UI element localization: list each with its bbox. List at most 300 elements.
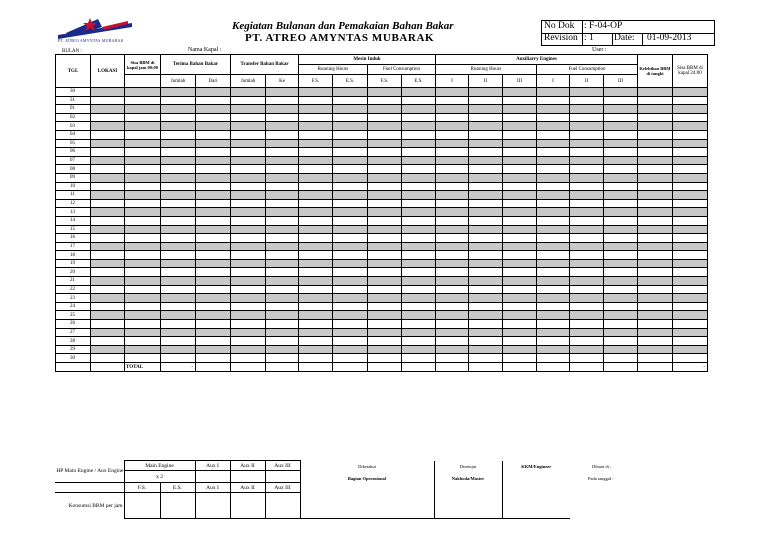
aux3-value bbox=[265, 471, 300, 483]
table-cell bbox=[673, 302, 708, 311]
table-cell bbox=[161, 199, 196, 208]
table-cell bbox=[231, 130, 266, 139]
table-cell bbox=[402, 328, 436, 337]
table-cell bbox=[503, 277, 537, 286]
table-cell bbox=[436, 139, 469, 148]
table-cell bbox=[469, 165, 503, 174]
table-cell bbox=[436, 182, 469, 191]
table-cell bbox=[231, 337, 266, 346]
table-row bbox=[56, 105, 708, 114]
table-cell bbox=[161, 302, 196, 311]
table-cell bbox=[196, 216, 231, 225]
table-cell bbox=[368, 328, 402, 337]
table-cell bbox=[125, 139, 161, 148]
table-cell bbox=[368, 148, 402, 157]
table-cell bbox=[503, 130, 537, 139]
table-cell bbox=[266, 199, 299, 208]
nama-kapal-label: Nama Kapal : bbox=[188, 47, 222, 53]
table-cell bbox=[537, 139, 570, 148]
table-cell bbox=[125, 225, 161, 234]
table-cell bbox=[604, 113, 638, 122]
table-cell bbox=[299, 302, 333, 311]
table-cell bbox=[196, 345, 231, 354]
table-cell bbox=[91, 234, 125, 243]
table-cell bbox=[570, 96, 604, 105]
table-cell bbox=[196, 208, 231, 217]
mi-running-hours: Running Hours bbox=[299, 65, 368, 75]
table-row bbox=[56, 234, 708, 243]
table-cell bbox=[161, 113, 196, 122]
table-cell bbox=[299, 259, 333, 268]
table-cell bbox=[196, 251, 231, 260]
table-cell bbox=[125, 191, 161, 200]
row-date: 29 bbox=[56, 345, 91, 354]
table-cell bbox=[125, 199, 161, 208]
table-cell bbox=[266, 337, 299, 346]
row-date: 01 bbox=[56, 105, 91, 114]
table-cell bbox=[161, 242, 196, 251]
table-cell bbox=[537, 354, 570, 363]
table-cell bbox=[570, 328, 604, 337]
row-date: 21 bbox=[56, 277, 91, 286]
table-cell bbox=[368, 311, 402, 320]
row-date: 06 bbox=[56, 148, 91, 157]
table-cell bbox=[402, 251, 436, 260]
table-cell bbox=[402, 259, 436, 268]
table-cell bbox=[196, 139, 231, 148]
table-cell bbox=[436, 311, 469, 320]
table-cell bbox=[436, 88, 469, 97]
table-cell bbox=[638, 337, 673, 346]
row-date: 13 bbox=[56, 208, 91, 217]
table-cell bbox=[673, 337, 708, 346]
table-cell bbox=[161, 337, 196, 346]
row-date: 18 bbox=[56, 251, 91, 260]
table-cell bbox=[638, 96, 673, 105]
table-cell bbox=[161, 182, 196, 191]
table-cell bbox=[638, 225, 673, 234]
table-cell bbox=[469, 182, 503, 191]
table-cell bbox=[231, 268, 266, 277]
row-date: 31 bbox=[56, 96, 91, 105]
table-cell bbox=[333, 259, 368, 268]
table-cell bbox=[402, 148, 436, 157]
table-cell bbox=[673, 216, 708, 225]
table-cell bbox=[266, 148, 299, 157]
table-cell bbox=[638, 156, 673, 165]
table-cell bbox=[469, 96, 503, 105]
table-cell bbox=[638, 191, 673, 200]
table-cell bbox=[402, 277, 436, 286]
table-cell bbox=[231, 277, 266, 286]
table-cell bbox=[402, 345, 436, 354]
document-header bbox=[0, 0, 768, 54]
table-cell bbox=[537, 294, 570, 303]
row-date: 02 bbox=[56, 113, 91, 122]
table-cell bbox=[91, 259, 125, 268]
table-cell bbox=[436, 191, 469, 200]
table-cell bbox=[537, 285, 570, 294]
table-cell bbox=[368, 88, 402, 97]
table-cell bbox=[402, 225, 436, 234]
table-cell bbox=[266, 130, 299, 139]
table-cell bbox=[402, 173, 436, 182]
table-cell bbox=[537, 234, 570, 243]
table-cell bbox=[299, 113, 333, 122]
table-cell bbox=[368, 345, 402, 354]
table-cell bbox=[402, 165, 436, 174]
aux1b-header: Aux I bbox=[195, 483, 230, 493]
table-cell bbox=[469, 199, 503, 208]
table-cell bbox=[638, 182, 673, 191]
table-cell bbox=[125, 251, 161, 260]
table-cell bbox=[161, 225, 196, 234]
table-cell bbox=[231, 165, 266, 174]
table-cell bbox=[537, 96, 570, 105]
table-cell bbox=[266, 354, 299, 363]
table-cell bbox=[673, 285, 708, 294]
col-terima: Terima Bahan Bakar bbox=[161, 55, 231, 75]
table-cell bbox=[604, 354, 638, 363]
table-cell bbox=[161, 216, 196, 225]
table-cell bbox=[436, 277, 469, 286]
table-cell bbox=[503, 216, 537, 225]
table-cell bbox=[333, 182, 368, 191]
table-cell bbox=[469, 191, 503, 200]
table-cell bbox=[537, 88, 570, 97]
table-cell bbox=[161, 139, 196, 148]
table-cell bbox=[196, 122, 231, 131]
table-cell bbox=[91, 354, 125, 363]
table-row bbox=[56, 199, 708, 208]
row-date: 26 bbox=[56, 320, 91, 329]
table-row bbox=[56, 277, 708, 286]
table-cell bbox=[503, 165, 537, 174]
table-cell bbox=[638, 320, 673, 329]
table-cell bbox=[333, 139, 368, 148]
table-cell bbox=[266, 173, 299, 182]
table-cell bbox=[91, 113, 125, 122]
table-cell bbox=[570, 191, 604, 200]
table-cell bbox=[161, 354, 196, 363]
table-row bbox=[56, 285, 708, 294]
table-cell bbox=[638, 105, 673, 114]
table-cell bbox=[161, 165, 196, 174]
table-cell bbox=[402, 208, 436, 217]
col-tgl: TGL bbox=[56, 55, 91, 88]
table-cell bbox=[638, 251, 673, 260]
table-cell bbox=[91, 320, 125, 329]
table-row bbox=[56, 311, 708, 320]
table-cell bbox=[299, 277, 333, 286]
revision-value: : 1 bbox=[584, 33, 594, 43]
table-cell bbox=[570, 139, 604, 148]
table-cell bbox=[503, 191, 537, 200]
table-cell bbox=[231, 208, 266, 217]
table-cell bbox=[402, 354, 436, 363]
table-cell bbox=[469, 139, 503, 148]
table-cell bbox=[570, 199, 604, 208]
table-cell bbox=[196, 173, 231, 182]
table-cell bbox=[570, 182, 604, 191]
table-cell bbox=[570, 122, 604, 131]
table-cell bbox=[604, 225, 638, 234]
table-cell bbox=[537, 130, 570, 139]
table-cell bbox=[570, 234, 604, 243]
table-cell bbox=[469, 105, 503, 114]
row-date: 09 bbox=[56, 173, 91, 182]
fs-header: F.S. bbox=[124, 483, 160, 493]
table-cell bbox=[673, 208, 708, 217]
table-cell bbox=[402, 182, 436, 191]
table-cell bbox=[673, 122, 708, 131]
table-cell bbox=[125, 122, 161, 131]
table-cell bbox=[333, 354, 368, 363]
table-cell bbox=[673, 173, 708, 182]
table-cell bbox=[161, 208, 196, 217]
table-cell bbox=[673, 259, 708, 268]
table-cell bbox=[196, 234, 231, 243]
table-cell bbox=[402, 337, 436, 346]
table-cell bbox=[638, 199, 673, 208]
table-cell bbox=[196, 96, 231, 105]
table-cell bbox=[436, 294, 469, 303]
table-cell bbox=[125, 242, 161, 251]
table-cell bbox=[368, 242, 402, 251]
table-cell bbox=[125, 105, 161, 114]
table-cell bbox=[673, 320, 708, 329]
table-cell bbox=[402, 242, 436, 251]
row-date: 19 bbox=[56, 259, 91, 268]
table-cell bbox=[125, 268, 161, 277]
bulan-label: BULAN : bbox=[62, 49, 82, 54]
hp-label: HP Main Engine / Aux Engine bbox=[55, 461, 124, 483]
total-dash-terima: - bbox=[161, 363, 196, 372]
table-cell bbox=[125, 165, 161, 174]
table-cell bbox=[673, 328, 708, 337]
x2-cell: x 2 bbox=[124, 471, 195, 483]
table-cell bbox=[402, 139, 436, 148]
table-cell bbox=[638, 345, 673, 354]
table-cell bbox=[333, 148, 368, 157]
table-cell bbox=[333, 285, 368, 294]
table-cell bbox=[673, 251, 708, 260]
table-cell bbox=[299, 294, 333, 303]
table-cell bbox=[266, 320, 299, 329]
table-cell bbox=[196, 165, 231, 174]
table-cell bbox=[537, 122, 570, 131]
table-cell bbox=[299, 182, 333, 191]
table-cell bbox=[537, 199, 570, 208]
table-cell bbox=[91, 345, 125, 354]
table-cell bbox=[125, 96, 161, 105]
table-cell bbox=[402, 311, 436, 320]
table-cell bbox=[673, 345, 708, 354]
table-cell bbox=[537, 216, 570, 225]
table-cell bbox=[436, 225, 469, 234]
table-cell bbox=[503, 225, 537, 234]
table-cell bbox=[231, 320, 266, 329]
table-row bbox=[56, 182, 708, 191]
table-cell bbox=[91, 148, 125, 157]
table-cell bbox=[266, 139, 299, 148]
table-cell bbox=[231, 354, 266, 363]
no-dok-value: : F-04-OP bbox=[584, 21, 623, 31]
table-cell bbox=[503, 302, 537, 311]
table-cell bbox=[673, 165, 708, 174]
table-cell bbox=[469, 320, 503, 329]
table-cell bbox=[231, 216, 266, 225]
table-cell bbox=[402, 191, 436, 200]
table-cell bbox=[537, 337, 570, 346]
table-cell bbox=[299, 216, 333, 225]
table-cell bbox=[231, 285, 266, 294]
table-cell bbox=[231, 345, 266, 354]
table-cell bbox=[266, 208, 299, 217]
table-cell bbox=[503, 251, 537, 260]
table-cell bbox=[299, 148, 333, 157]
table-cell bbox=[299, 345, 333, 354]
logo-text: PT. ATREO AMYNTAS MUBARAK bbox=[58, 38, 124, 43]
table-cell bbox=[673, 148, 708, 157]
table-cell bbox=[570, 294, 604, 303]
table-cell bbox=[570, 225, 604, 234]
table-cell bbox=[570, 242, 604, 251]
table-cell bbox=[266, 277, 299, 286]
table-cell bbox=[503, 156, 537, 165]
table-cell bbox=[469, 328, 503, 337]
table-cell bbox=[266, 302, 299, 311]
table-cell bbox=[368, 113, 402, 122]
table-cell bbox=[333, 311, 368, 320]
table-cell bbox=[638, 277, 673, 286]
table-cell bbox=[196, 354, 231, 363]
table-cell bbox=[368, 96, 402, 105]
table-cell bbox=[673, 277, 708, 286]
table-cell bbox=[231, 122, 266, 131]
table-cell bbox=[368, 354, 402, 363]
table-cell bbox=[266, 96, 299, 105]
table-cell bbox=[299, 234, 333, 243]
table-cell bbox=[570, 259, 604, 268]
mi-fuel-consumption: Fuel Consumption bbox=[368, 65, 436, 75]
table-cell bbox=[402, 113, 436, 122]
table-cell bbox=[91, 242, 125, 251]
table-cell bbox=[537, 345, 570, 354]
table-cell bbox=[503, 242, 537, 251]
table-cell bbox=[570, 156, 604, 165]
table-cell bbox=[299, 328, 333, 337]
row-date: 28 bbox=[56, 337, 91, 346]
table-cell bbox=[503, 182, 537, 191]
table-row bbox=[56, 302, 708, 311]
table-cell bbox=[469, 302, 503, 311]
table-cell bbox=[231, 294, 266, 303]
table-cell bbox=[266, 105, 299, 114]
table-cell bbox=[537, 242, 570, 251]
footer-table bbox=[55, 460, 708, 519]
table-cell bbox=[503, 285, 537, 294]
table-cell bbox=[638, 259, 673, 268]
table-cell bbox=[368, 234, 402, 243]
table-cell bbox=[604, 156, 638, 165]
table-cell bbox=[299, 354, 333, 363]
table-cell bbox=[638, 139, 673, 148]
table-cell bbox=[125, 345, 161, 354]
table-cell bbox=[125, 277, 161, 286]
table-cell bbox=[266, 328, 299, 337]
table-cell bbox=[368, 277, 402, 286]
table-cell bbox=[196, 199, 231, 208]
row-date: 23 bbox=[56, 294, 91, 303]
table-cell bbox=[604, 182, 638, 191]
table-cell bbox=[91, 337, 125, 346]
table-cell bbox=[196, 182, 231, 191]
table-cell bbox=[125, 320, 161, 329]
table-cell bbox=[436, 259, 469, 268]
table-cell bbox=[537, 182, 570, 191]
table-cell bbox=[604, 337, 638, 346]
table-cell bbox=[402, 96, 436, 105]
table-cell bbox=[161, 285, 196, 294]
table-cell bbox=[402, 105, 436, 114]
table-cell bbox=[436, 345, 469, 354]
table-cell bbox=[299, 320, 333, 329]
row-date: 16 bbox=[56, 234, 91, 243]
table-cell bbox=[638, 113, 673, 122]
table-cell bbox=[604, 268, 638, 277]
table-cell bbox=[231, 259, 266, 268]
table-cell bbox=[469, 225, 503, 234]
bagian-operasional-label: Bagian Operasional bbox=[347, 475, 387, 481]
table-cell bbox=[266, 165, 299, 174]
table-cell bbox=[333, 337, 368, 346]
table-cell bbox=[299, 251, 333, 260]
table-cell bbox=[91, 130, 125, 139]
dibuat-di-label: Dibuat di : bbox=[592, 463, 612, 469]
table-cell bbox=[503, 96, 537, 105]
table-cell bbox=[231, 96, 266, 105]
sub-ke: Ke bbox=[266, 75, 299, 88]
table-cell bbox=[604, 130, 638, 139]
table-row bbox=[56, 337, 708, 346]
company-name: PT. ATREO AMYNTAS MUBARAK bbox=[245, 32, 435, 44]
table-cell bbox=[503, 173, 537, 182]
table-cell bbox=[161, 294, 196, 303]
disetujui-label: Disetujui bbox=[459, 463, 477, 469]
table-cell bbox=[537, 225, 570, 234]
table-cell bbox=[604, 148, 638, 157]
table-cell bbox=[436, 113, 469, 122]
table-cell bbox=[266, 122, 299, 131]
table-cell bbox=[125, 337, 161, 346]
table-cell bbox=[503, 199, 537, 208]
table-cell bbox=[604, 302, 638, 311]
table-cell bbox=[333, 208, 368, 217]
table-cell bbox=[673, 156, 708, 165]
table-cell bbox=[673, 113, 708, 122]
table-cell bbox=[368, 225, 402, 234]
table-row bbox=[56, 242, 708, 251]
table-cell bbox=[638, 216, 673, 225]
table-cell bbox=[196, 148, 231, 157]
table-cell bbox=[196, 268, 231, 277]
table-cell bbox=[266, 191, 299, 200]
table-cell bbox=[570, 337, 604, 346]
table-cell bbox=[537, 165, 570, 174]
aux-running-hours: Running Hours bbox=[436, 65, 537, 75]
table-cell bbox=[570, 311, 604, 320]
